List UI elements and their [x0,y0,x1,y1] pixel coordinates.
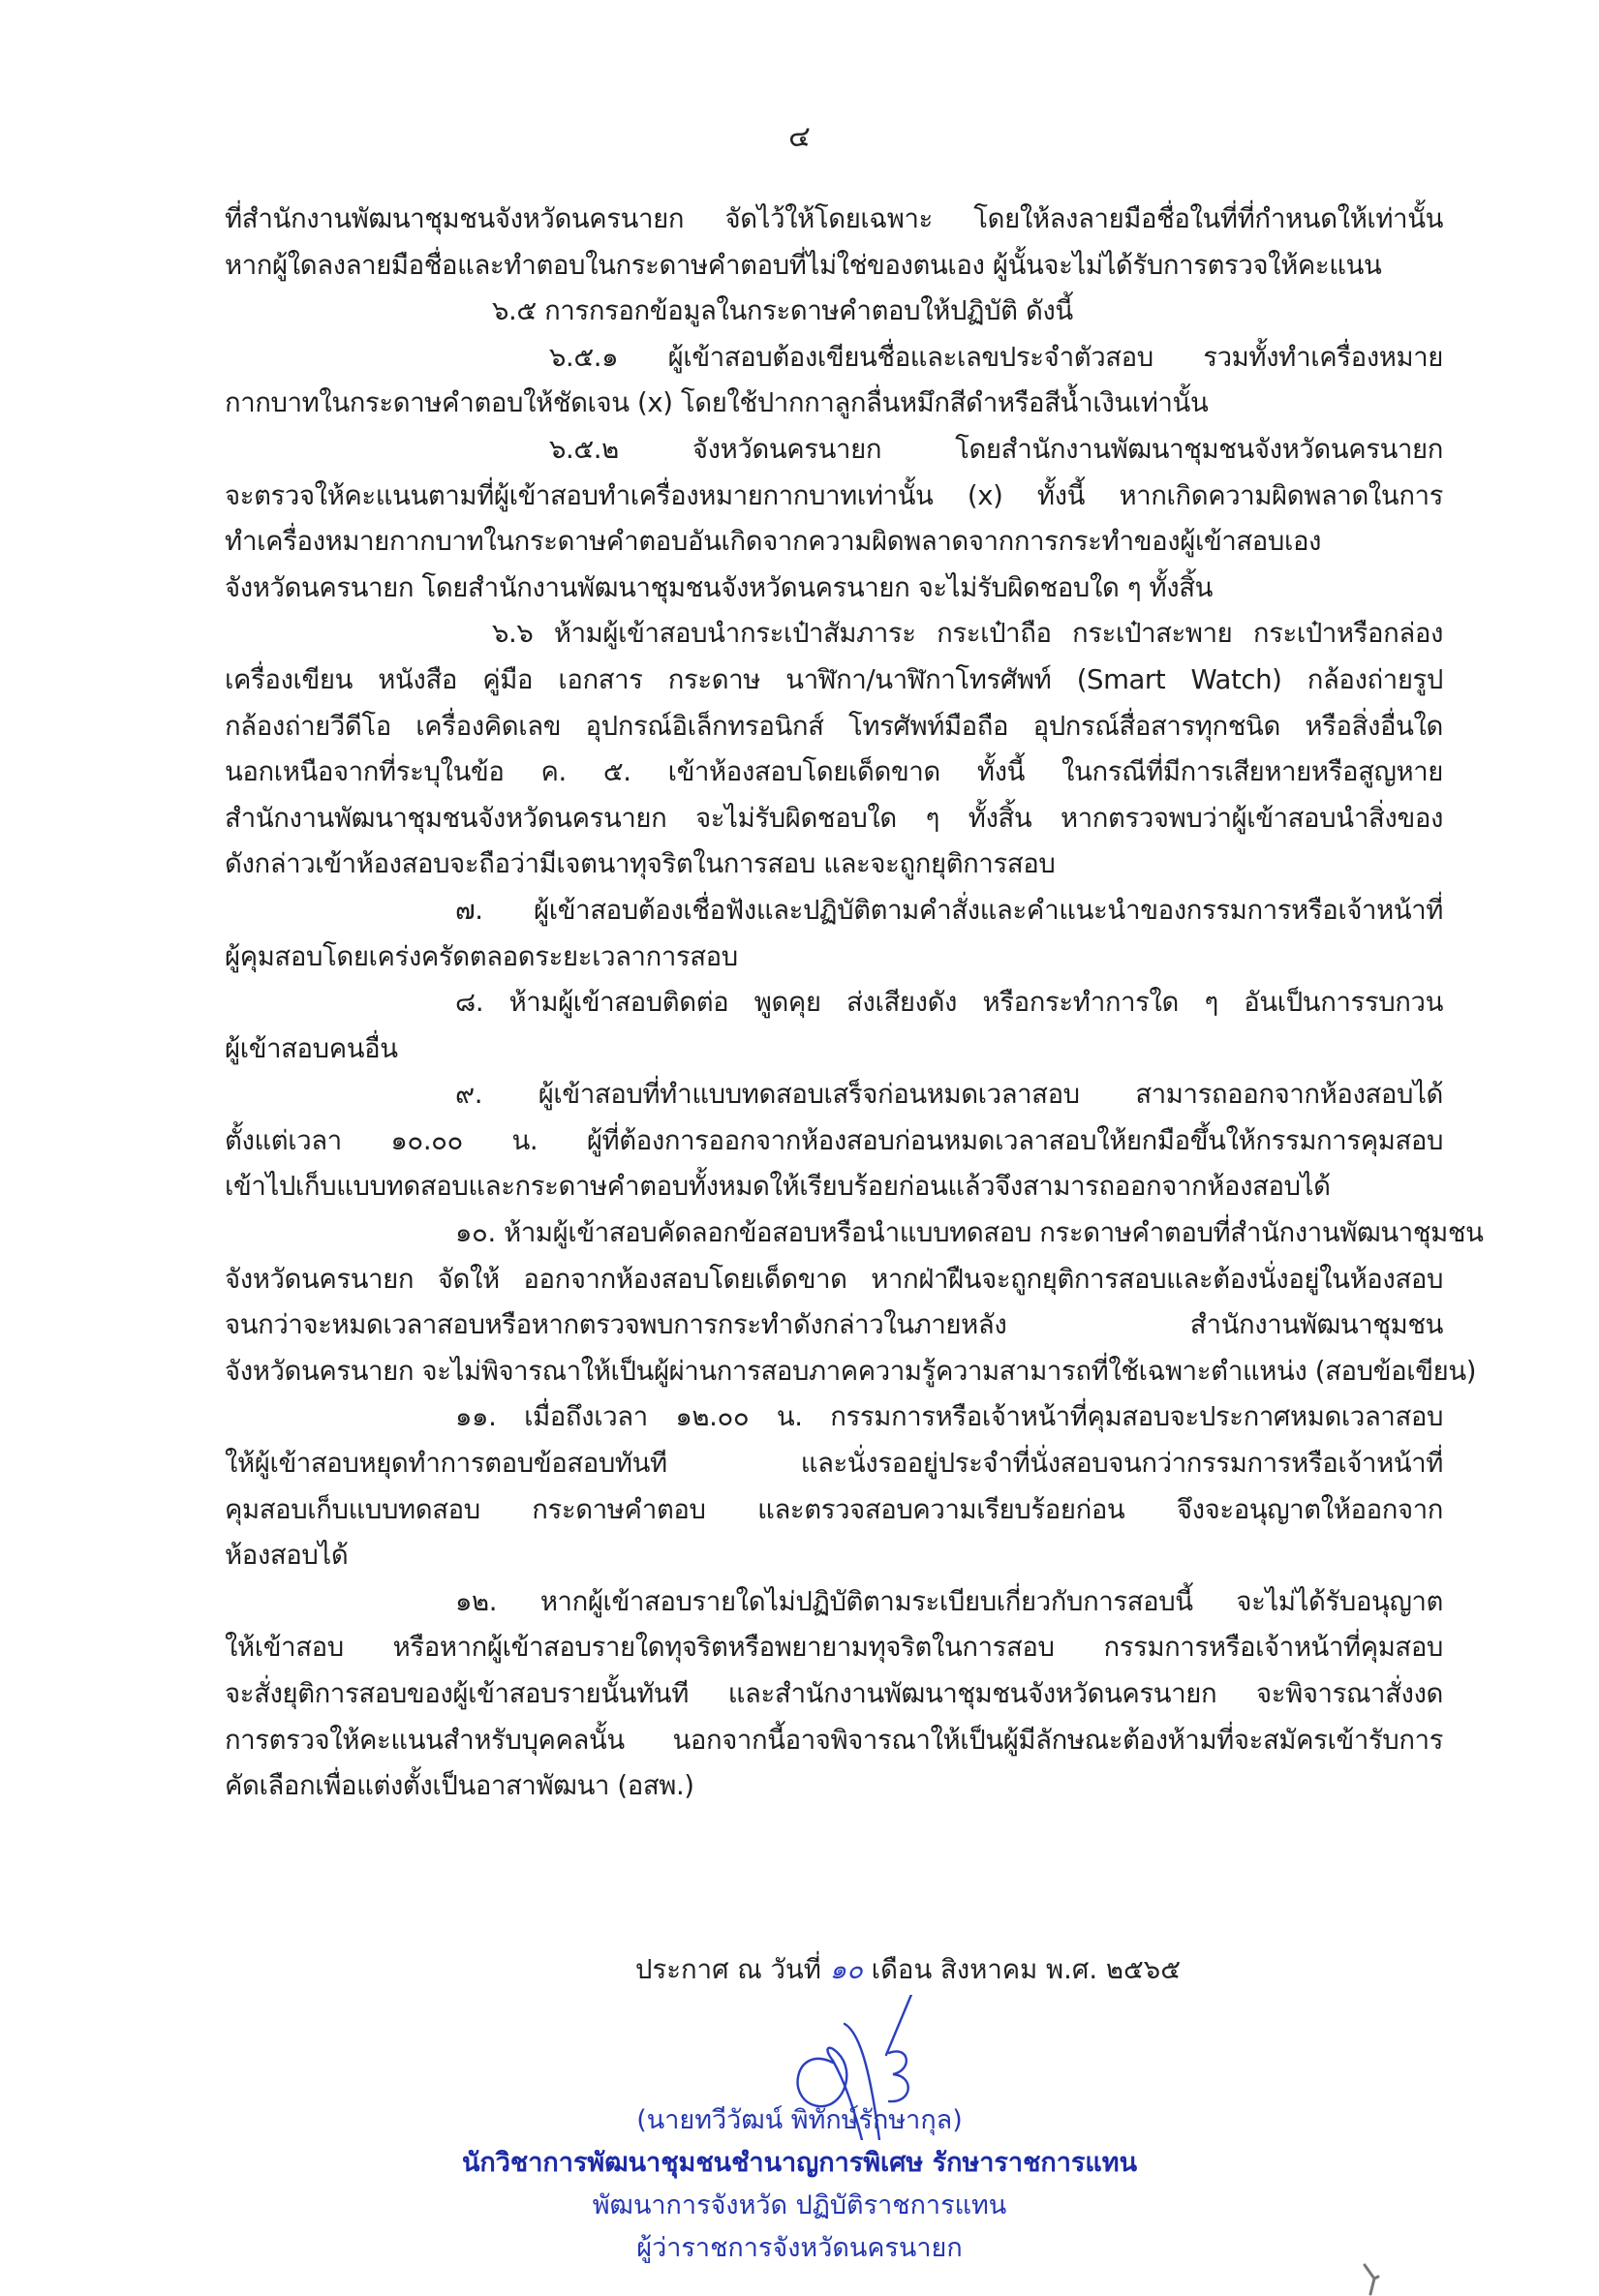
paragraph-item-6-5-1 [225,335,1443,427]
text-line: ๑๑. เมื่อถึงเวลา ๑๒.๐๐ น. กรรมการหรือเจ้าหน้าที่คุมสอบจะประกาศหมดเวลาสอบ [455,1401,1443,1433]
text-line: ๗. ผู้เข้าสอบต้องเชื่อฟังและปฏิบัติตามคำสั่งและคำแนะนำของกรรมการหรือเจ้าหน้าที่ [455,894,1443,926]
paragraph-cont-6-4 [225,197,1443,289]
text-line: นอกเหนือจากที่ระบุในข้อ ค. ๕. เข้าห้องสอบโดยเด็ดขาด ทั้งนี้ ในกรณีที่มีการเสียหายหรือสูญหาย [225,756,1443,788]
text-line: ๑๐. ห้ามผู้เข้าสอบคัดลอกข้อสอบหรือนำแบบทดสอบ กระดาษคำตอบที่สำนักงานพัฒนาชุมชน [455,1217,1484,1249]
text-line: การตรวจให้คะแนนสำหรับบุคคลนั้น นอกจากนี้อาจพิจารณาให้เป็นผู้มีลักษณะต้องห้ามที่จะสมัครเข้ารับการ [225,1724,1443,1756]
paragraph-item-11 [225,1394,1443,1578]
paragraph-item-6-5-2 [225,427,1443,611]
text-line: ให้เข้าสอบ หรือหากผู้เข้าสอบรายใดทุจริตหรือพยายามทุจริตในการสอบ กรรมการหรือเจ้าหน้าที่คุมสอบ [225,1632,1443,1664]
paragraph-item-9 [225,1072,1443,1210]
text-line: จังหวัดนครนายก จัดให้ ออกจากห้องสอบโดยเด็ดขาด หากฝ่าฝืนจะถูกยุติการสอบและต้องนั่งอยู่ในห้องสอบ [225,1263,1443,1295]
text-line: ตั้งแต่เวลา ๑๐.๐๐ น. ผู้ที่ต้องการออกจากห้องสอบก่อนหมดเวลาสอบให้ยกมือขึ้นให้กรรมการคุมสอบ [225,1124,1443,1156]
paragraph-item-6-6 [225,611,1443,888]
text-line: ๘. ห้ามผู้เข้าสอบติดต่อ พูดคุย ส่งเสียงดัง หรือกระทำการใด ๆ อันเป็นการรบกวน [455,987,1443,1019]
text-line: ๑๒. หากผู้เข้าสอบรายใดไม่ปฏิบัติตามระเบียบเกี่ยวกับการสอบนี้ จะไม่ได้รับอนุญาต [455,1585,1443,1617]
text-line: ผู้เข้าสอบคนอื่น [225,1032,398,1064]
text-line: ๖.๖ ห้ามผู้เข้าสอบนำกระเป๋าสัมภาระ กระเป๋าถือ กระเป๋าสะพาย กระเป๋าหรือกล่อง [492,618,1443,650]
paragraph-item-8 [225,980,1443,1072]
text-line: จังหวัดนครนายก โดยสำนักงานพัฒนาชุมชนจังหวัดนครนายก จะไม่รับผิดชอบใด ๆ ทั้งสิ้น [225,571,1214,603]
text-line: จะตรวจให้คะแนนตามที่ผู้เข้าสอบทำเครื่องหมายกากบาทเท่านั้น (x) ทั้งนี้ หากเกิดความผิดพลาดในการ [225,479,1443,511]
text-line: จะสั่งยุติการสอบของผู้เข้าสอบรายนั้นทันที และสำนักงานพัฒนาชุมชนจังหวัดนครนายก จะพิจารณาสั่งงด [225,1678,1443,1709]
text-line: ที่สำนักงานพัฒนาชุมชนจังหวัดนครนายก จัดไว้ให้โดยเฉพาะ โดยให้ลงลายมือชื่อในที่ที่กำหนดให้เท่านั้น [225,203,1443,234]
text-line: จังหวัดนครนายก จะไม่พิจารณาให้เป็นผู้ผ่านการสอบภาคความรู้ความสามารถที่ใช้เฉพาะตำแหน่ง (สอบข้อเขียน) [225,1355,1477,1387]
text-line: ๖.๕ การกรอกข้อมูลในกระดาษคำตอบให้ปฏิบัติ ดังนี้ [492,295,1073,327]
signer-name: (นายทวีวัฒน์ พิทักษ์รักษากุล) [636,2105,963,2135]
text-line: หากผู้ใดลงลายมือชื่อและทำตอบในกระดาษคำตอบที่ไม่ใช่ของตนเอง ผู้นั้นจะไม่ได้รับการตรวจให้คะแนน [225,249,1382,281]
text-line: กากบาทในกระดาษคำตอบให้ชัดเจน (x) โดยใช้ปากกาลูกลื่นหมึกสีดำหรือสีน้ำเงินเท่านั้น [225,387,1209,419]
announcement-date [635,1948,1181,1991]
text-line: ๙. ผู้เข้าสอบที่ทำแบบทดสอบเสร็จก่อนหมดเวลาสอบ สามารถออกจากห้องสอบได้ [455,1079,1443,1111]
text-line: ๖.๕.๑ ผู้เข้าสอบต้องเขียนชื่อและเลขประจำตัวสอบ รวมทั้งทำเครื่องหมาย [549,341,1443,373]
text-line: คุมสอบเก็บแบบทดสอบ กระดาษคำตอบ และตรวจสอบความเรียบร้อยก่อน จึงจะอนุญาตให้ออกจาก [225,1493,1443,1525]
text-line: คัดเลือกเพื่อแต่งตั้งเป็นอาสาพัฒนา (อสพ.) [225,1770,694,1802]
text-line: ให้ผู้เข้าสอบหยุดทำการตอบข้อสอบทันที และนั่งรออยู่ประจำที่นั่งสอบจนกว่ากรรมการหรือเจ้าหน้าที่ [225,1448,1443,1480]
signer-title-3: ผู้ว่าราชการจังหวัดนครนายก [636,2233,963,2263]
text-line: ผู้คุมสอบโดยเคร่งครัดตลอดระยะเวลาการสอบ [225,940,738,972]
paragraph-item-6-5 [225,289,1443,335]
announce-month-year: เดือน สิงหาคม พ.ศ. ๒๕๖๕ [871,1954,1182,1985]
paragraph-item-12 [225,1579,1443,1810]
text-line: กล้องถ่ายวีดีโอ เครื่องคิดเลข อุปกรณ์อิเล็กทรอนิกส์ โทรศัพท์มือถือ อุปกรณ์สื่อสารทุกชนิด หรือสิ่งอื่นใด [225,710,1443,742]
text-line: ห้องสอบได้ [225,1540,349,1572]
announce-prefix: ประกาศ ณ วันที่ [635,1954,821,1985]
text-line: เข้าไปเก็บแบบทดสอบและกระดาษคำตอบทั้งหมดให้เรียบร้อยก่อนแล้วจึงสามารถออกจากห้องสอบได้ [225,1171,1331,1203]
announce-day-handwritten: ๑๐ [829,1954,863,1985]
document-body [225,197,1484,1810]
text-line: ทำเครื่องหมายกากบาทในกระดาษคำตอบอันเกิดจากความผิดพลาดจากการกระทำของผู้เข้าสอบเอง [225,526,1322,558]
text-line: เครื่องเขียน หนังสือ คู่มือ เอกสาร กระดาษ นาฬิกา/นาฬิกาโทรศัพท์ (Smart Watch) กล้องถ่ายรูป [225,663,1443,695]
signer-title-2: พัฒนาการจังหวัด ปฏิบัติราชการแทน [592,2190,1007,2220]
text-line: ๖.๕.๒ จังหวัดนครนายก โดยสำนักงานพัฒนาชุมชนจังหวัดนครนายก [549,433,1443,465]
text-line: จนกว่าจะหมดเวลาสอบหรือหากตรวจพบการกระทำดังกล่าวในภายหลัง สำนักงานพัฒนาชุมชน [225,1309,1443,1341]
signer-title-1: นักวิชาการพัฒนาชุมชนชำนาญการพิเศษ รักษาราชการแทน [461,2148,1138,2178]
paragraph-item-7 [225,888,1443,980]
signer-block [0,2099,1599,2270]
text-line: สำนักงานพัฒนาชุมชนจังหวัดนครนายก จะไม่รับผิดชอบใด ๆ ทั้งสิ้น หากตรวจพบว่าผู้เข้าสอบนำสิ่งของ [225,802,1443,834]
scan-mark-icon [1361,2261,1390,2296]
paragraph-item-10 [225,1210,1484,1394]
text-line: ดังกล่าวเข้าห้องสอบจะถือว่ามีเจตนาทุจริตในการสอบ และจะถูกยุติการสอบ [225,848,1056,880]
page-number: ๔ [788,120,811,154]
